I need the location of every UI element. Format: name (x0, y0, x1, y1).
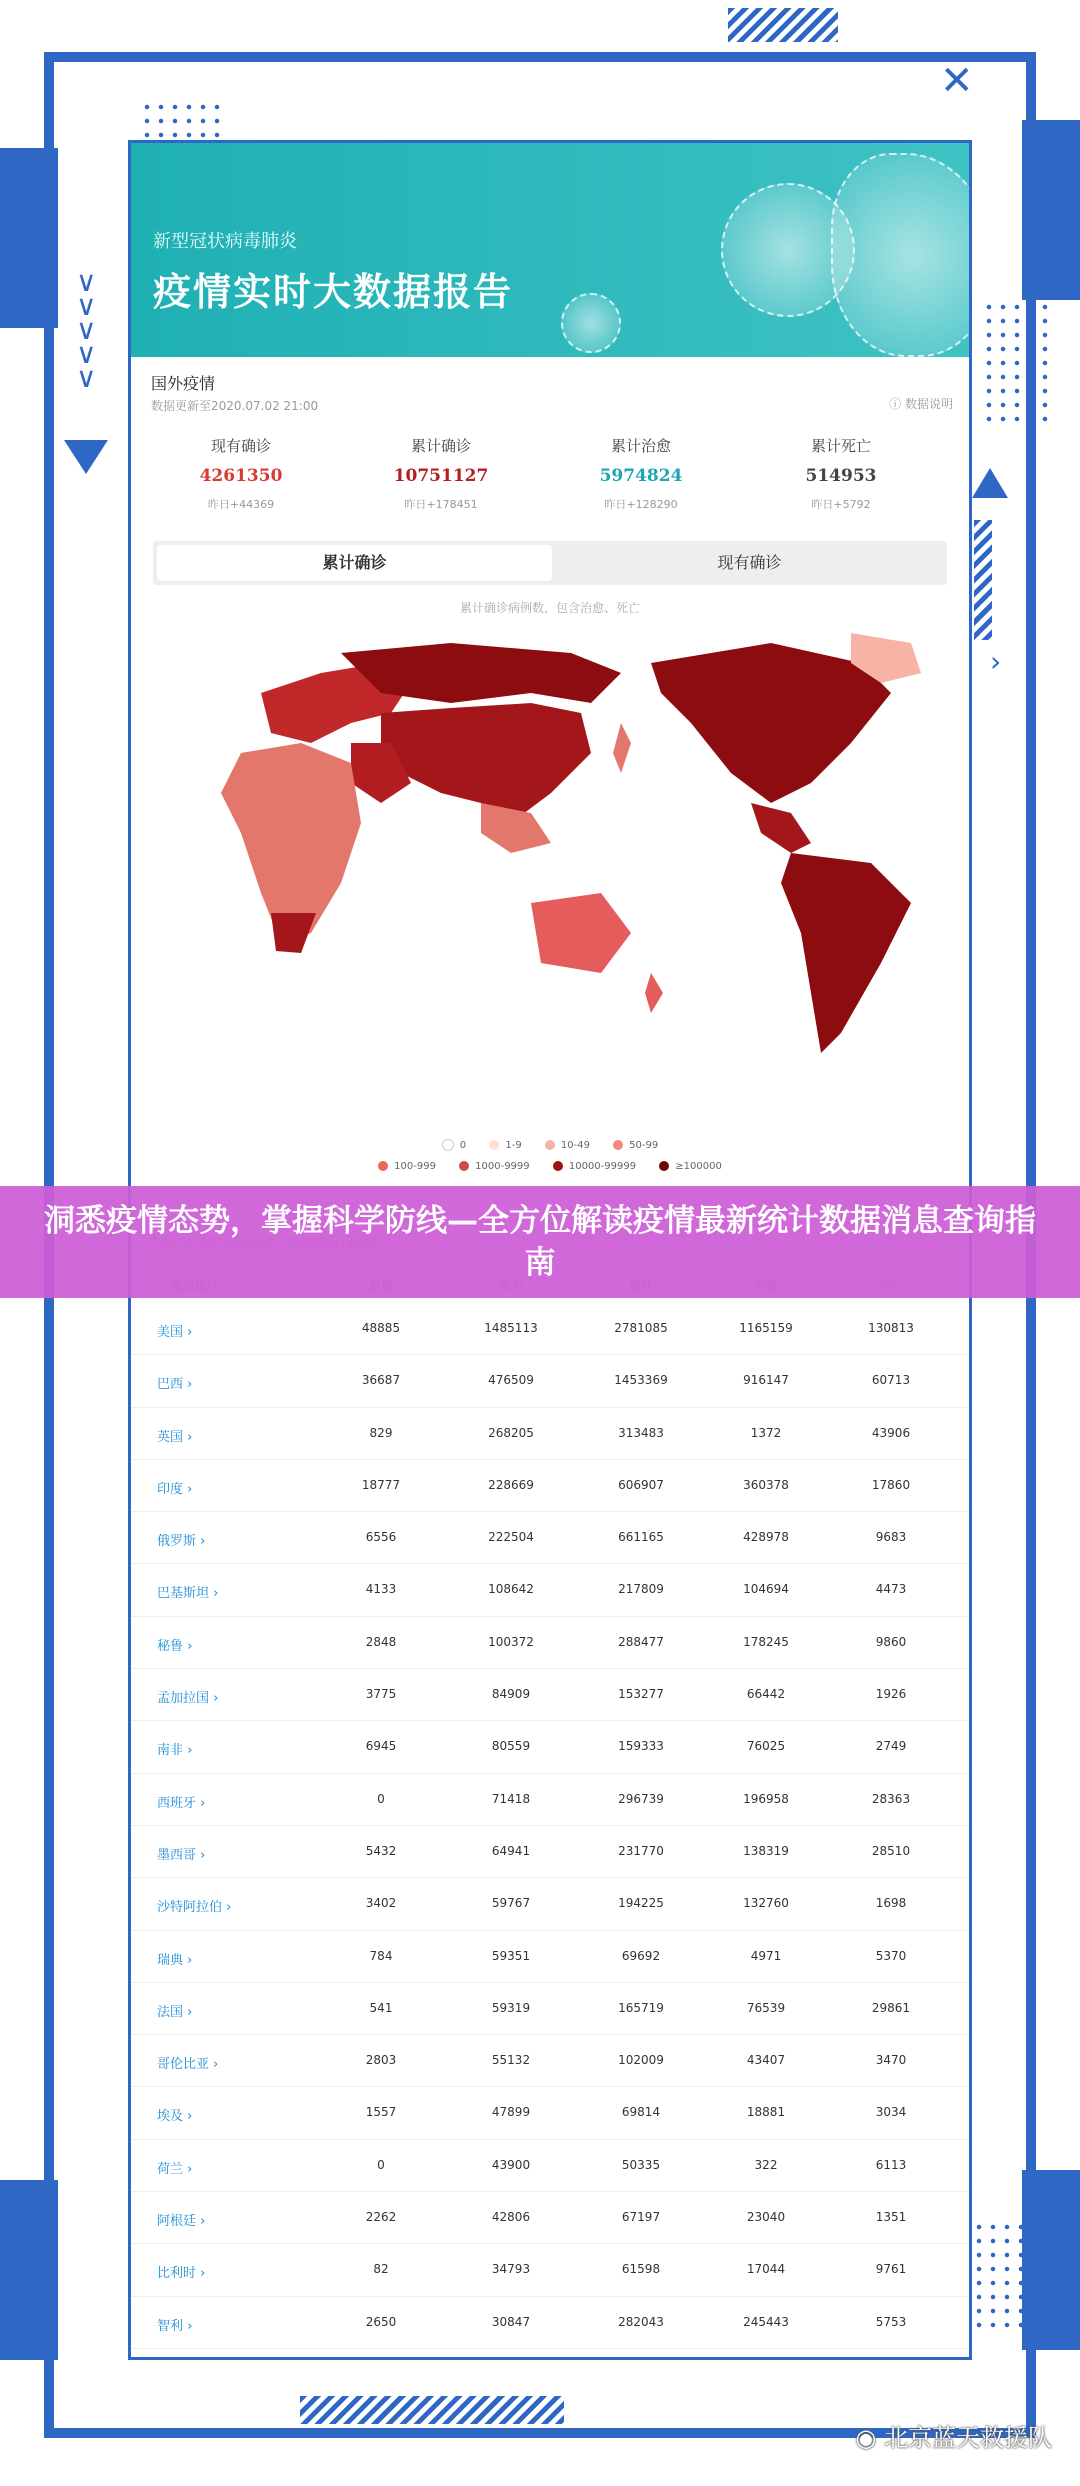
table-cell: 80559 (491, 1739, 531, 1754)
headline-text: 洞悉疫情态势，掌握科学防线—全方位解读疫情最新统计数据消息查询指南 (44, 1203, 1036, 1281)
legend-swatch (553, 1161, 563, 1171)
table-cell: 5753 (875, 2314, 907, 2329)
country-link[interactable]: 巴基斯坦 › (157, 1586, 219, 1602)
stat-value: 514953 (805, 466, 877, 486)
decor-chevrons-left: ∨ ∨ ∨ ∨ ∨ (76, 265, 97, 394)
table-cell: 43900 (491, 2157, 531, 2172)
table-cell: 916147 (743, 1373, 789, 1388)
table-cell: 6113 (875, 2157, 907, 2172)
legend-swatch (659, 1161, 669, 1171)
country-table (131, 1303, 969, 2349)
table-cell: 1557 (365, 2105, 397, 2120)
table-cell: 17044 (746, 2262, 786, 2277)
country-link[interactable]: 比利时 › (157, 2266, 206, 2282)
table-cell: 36687 (361, 1373, 401, 1388)
table-cell: 28510 (871, 1843, 911, 1858)
table-cell: 288477 (618, 1634, 664, 1649)
stat-current-confirmed (141, 435, 341, 512)
table-cell: 217809 (618, 1582, 664, 1597)
table-cell: 66442 (746, 1687, 786, 1702)
table-cell: 43906 (871, 1425, 911, 1440)
country-link[interactable]: 墨西哥 › (157, 1847, 206, 1863)
country-link[interactable]: 智利 › (157, 2318, 193, 2334)
country-link[interactable]: 法国 › (157, 2004, 193, 2020)
table-cell: 9860 (875, 1634, 907, 1649)
country-link[interactable]: 南非 › (157, 1743, 193, 1759)
stat-total-confirmed (341, 435, 541, 512)
table-cell: 18777 (361, 1477, 401, 1492)
stat-value: 4261350 (199, 466, 283, 486)
table-row[interactable] (131, 2192, 969, 2244)
table-cell: 84909 (491, 1687, 531, 1702)
table-row[interactable] (131, 1983, 969, 2035)
legend-label: 1-9 (505, 1140, 522, 1151)
table-row[interactable] (131, 1564, 969, 1616)
table-row[interactable] (131, 1303, 969, 1355)
legend-item (553, 1161, 636, 1172)
table-cell: 9761 (875, 2262, 907, 2277)
summary-panel (131, 361, 969, 509)
table-cell: 9683 (875, 1530, 907, 1545)
country-link[interactable]: 英国 › (157, 1429, 193, 1445)
stat-delta: 昨日+5792 (811, 498, 871, 511)
table-cell: 82 (373, 2262, 389, 2277)
table-row[interactable] (131, 1355, 969, 1407)
decor-dots-right (982, 300, 1052, 430)
legend-label: 100-999 (394, 1161, 436, 1172)
table-cell: 322 (754, 2157, 778, 2172)
report-banner (131, 143, 969, 357)
table-cell: 43407 (746, 2053, 786, 2068)
table-cell: 138319 (743, 1843, 789, 1858)
country-link[interactable]: 埃及 › (157, 2109, 193, 2125)
table-cell: 2848 (365, 1634, 397, 1649)
country-link[interactable]: 瑞典 › (157, 1952, 193, 1968)
table-cell: 2803 (365, 2053, 397, 2068)
table-cell: 59319 (491, 2000, 531, 2015)
table-cell: 132760 (743, 1896, 789, 1911)
country-link[interactable]: 阿根廷 › (157, 2214, 206, 2230)
table-cell: 17860 (871, 1477, 911, 1492)
country-link[interactable]: 沙特阿拉伯 › (157, 1900, 232, 1916)
table-cell: 829 (369, 1425, 393, 1440)
table-cell: 0 (377, 1791, 385, 1806)
map-legend (131, 1139, 969, 1182)
table-cell: 3470 (875, 2053, 907, 2068)
country-link[interactable]: 俄罗斯 › (157, 1534, 206, 1550)
table-row[interactable] (131, 2140, 969, 2192)
tab-total-confirmed[interactable]: 累计确诊 (157, 545, 552, 581)
table-cell: 104694 (743, 1582, 789, 1597)
decor-chevron-right: › (990, 645, 1002, 678)
legend-swatch (442, 1139, 454, 1151)
watermark (855, 2418, 1052, 2453)
table-cell: 2262 (365, 2210, 397, 2225)
stat-label: 累计死亡 (810, 437, 871, 455)
decor-stripes-top (728, 8, 838, 42)
table-cell: 64941 (491, 1843, 531, 1858)
stat-total-deaths (741, 435, 941, 512)
table-row[interactable] (131, 1408, 969, 1460)
map-caption: 累计确诊病例数，包含治愈、死亡 (459, 601, 640, 615)
tab-current-confirmed[interactable]: 现有确诊 (717, 553, 782, 572)
table-cell: 296739 (618, 1791, 664, 1806)
legend-item (545, 1140, 590, 1151)
map-region-japan (613, 723, 631, 773)
legend-item (489, 1140, 521, 1151)
section-title: 国外疫情 (151, 374, 216, 393)
decor-dots-bottom-right (972, 2220, 1032, 2330)
stat-value: 5974824 (599, 466, 683, 486)
table-cell: 2749 (875, 1739, 907, 1754)
decor-stripes-right (974, 520, 992, 640)
legend-item (442, 1139, 466, 1151)
table-cell: 268205 (488, 1425, 534, 1440)
table-row[interactable] (131, 2244, 969, 2296)
legend-label: 10000-99999 (568, 1161, 637, 1172)
close-x-icon[interactable]: ✕ (940, 58, 974, 104)
table-row[interactable] (131, 1878, 969, 1930)
table-cell: 153277 (618, 1687, 664, 1702)
world-map[interactable] (151, 633, 949, 1063)
country-link[interactable]: 荷兰 › (157, 2161, 193, 2177)
table-cell: 47899 (491, 2105, 531, 2120)
table-cell: 55132 (491, 2053, 531, 2068)
table-cell: 245443 (743, 2314, 789, 2329)
table-row[interactable] (131, 1931, 969, 1983)
stat-delta: 昨日+128290 (604, 498, 678, 511)
decor-triangle-left (64, 440, 108, 474)
legend-swatch (545, 1140, 555, 1150)
table-cell: 1372 (750, 1425, 782, 1440)
stat-total-recovered (541, 435, 741, 512)
map-tabs (153, 541, 947, 585)
table-row[interactable] (131, 2035, 969, 2087)
table-cell: 71418 (491, 1791, 531, 1806)
table-cell: 1351 (875, 2210, 907, 2225)
table-cell: 102009 (618, 2053, 664, 2068)
table-cell: 76539 (746, 2000, 786, 2015)
map-region-new-zealand (645, 973, 663, 1013)
table-row[interactable] (131, 1721, 969, 1773)
table-cell: 6556 (365, 1530, 397, 1545)
table-cell: 1485113 (484, 1321, 538, 1335)
table-cell: 1926 (875, 1687, 907, 1702)
table-row[interactable] (131, 1460, 969, 1512)
table-cell: 5370 (875, 1948, 907, 1963)
table-cell: 42806 (491, 2210, 531, 2225)
table-cell: 5432 (365, 1843, 397, 1858)
table-cell: 3402 (365, 1896, 397, 1911)
table-row[interactable] (131, 1617, 969, 1669)
table-row[interactable] (131, 2087, 969, 2139)
table-cell: 67197 (621, 2210, 661, 2225)
stat-label: 累计治愈 (610, 437, 671, 455)
table-row[interactable] (131, 1512, 969, 1564)
decor-block-left-bottom (0, 2180, 58, 2360)
stat-delta: 昨日+44369 (207, 498, 275, 511)
headline-overlay (0, 1186, 1080, 1298)
table-cell: 4473 (875, 1582, 907, 1597)
virus-illustration-small (561, 293, 621, 353)
country-link[interactable]: 秘鲁 › (157, 1638, 193, 1654)
map-region-north-america (651, 643, 891, 803)
legend-label: 50-99 (629, 1140, 659, 1151)
map-region-southeast-asia (481, 803, 551, 853)
table-cell: 1698 (875, 1896, 907, 1911)
country-link[interactable]: 美国 › (157, 1325, 193, 1340)
table-cell: 60713 (871, 1373, 911, 1388)
table-cell: 313483 (618, 1425, 664, 1440)
table-cell: 231770 (618, 1843, 664, 1858)
table-cell: 476509 (488, 1373, 534, 1388)
map-region-south-america (781, 853, 911, 1053)
banner-subtitle: 新型冠状病毒肺炎 (153, 231, 297, 252)
table-cell: 360378 (743, 1477, 789, 1492)
wechat-icon: ◉ (855, 2424, 884, 2452)
table-cell: 165719 (618, 2000, 664, 2015)
country-link[interactable]: 印度 › (157, 1481, 193, 1497)
table-row[interactable] (131, 1669, 969, 1721)
table-cell: 69692 (621, 1948, 661, 1963)
table-cell: 4133 (365, 1582, 397, 1597)
lung-illustration (831, 153, 969, 357)
legend-item (378, 1161, 436, 1172)
legend-swatch (459, 1161, 469, 1171)
table-cell: 2650 (365, 2314, 397, 2329)
legend-swatch (489, 1140, 499, 1150)
table-cell: 3034 (875, 2105, 907, 2120)
stat-value: 10751127 (393, 466, 489, 486)
legend-item (459, 1161, 530, 1172)
table-cell: 661165 (618, 1530, 664, 1545)
table-cell: 130813 (868, 1321, 914, 1335)
banner-title: 疫情实时大数据报告 (153, 270, 514, 314)
country-link[interactable]: 哥伦比亚 › (157, 2057, 219, 2073)
stat-label: 累计确诊 (410, 437, 471, 455)
table-cell: 0 (377, 2157, 385, 2172)
table-cell: 6945 (365, 1739, 397, 1754)
table-row[interactable] (131, 1774, 969, 1826)
update-time: 数据更新至2020.07.02 21:00 (151, 399, 319, 413)
table-cell: 76025 (746, 1739, 786, 1754)
data-help-link[interactable]: ⓘ 数据说明 (889, 397, 953, 411)
country-link[interactable]: 西班牙 › (157, 1795, 206, 1811)
table-cell: 159333 (618, 1739, 664, 1754)
legend-swatch (613, 1140, 623, 1150)
table-cell: 28363 (871, 1791, 911, 1806)
table-cell: 23040 (746, 2210, 786, 2225)
country-link[interactable]: 孟加拉国 › (157, 1691, 219, 1707)
table-cell: 196958 (743, 1791, 789, 1806)
table-cell: 48885 (361, 1321, 401, 1335)
legend-swatch (378, 1161, 388, 1171)
legend-item (613, 1140, 658, 1151)
legend-label: 0 (459, 1140, 467, 1151)
table-cell: 784 (369, 1948, 393, 1963)
table-cell: 50335 (621, 2157, 661, 2172)
table-cell: 4971 (750, 1948, 782, 1963)
decor-block-left (0, 148, 58, 328)
table-cell: 100372 (488, 1634, 534, 1649)
table-cell: 282043 (618, 2314, 664, 2329)
table-row[interactable] (131, 1826, 969, 1878)
legend-label: 1000-9999 (475, 1161, 530, 1172)
stat-delta: 昨日+178451 (404, 498, 478, 511)
table-cell: 18881 (746, 2105, 786, 2120)
table-cell: 194225 (618, 1896, 664, 1911)
decor-block-right (1022, 120, 1080, 300)
table-cell: 1165159 (739, 1321, 793, 1335)
table-cell: 59351 (491, 1948, 531, 1963)
table-cell: 222504 (488, 1530, 534, 1545)
table-cell: 69814 (621, 2105, 661, 2120)
table-cell: 541 (369, 2000, 393, 2015)
map-region-australia (531, 893, 631, 973)
table-cell: 108642 (488, 1582, 534, 1597)
table-cell: 34793 (491, 2262, 531, 2277)
stat-label: 现有确诊 (210, 437, 271, 455)
table-cell: 30847 (491, 2314, 531, 2329)
table-cell: 1453369 (614, 1373, 668, 1388)
legend-label: ≥100000 (675, 1161, 722, 1172)
table-cell: 178245 (743, 1634, 789, 1649)
table-cell: 228669 (488, 1477, 534, 1492)
watermark-text: 北京蓝天救援队 (884, 2424, 1052, 2452)
table-cell: 59767 (491, 1896, 531, 1911)
table-cell: 61598 (621, 2262, 661, 2277)
decor-stripes-bottom (300, 2396, 564, 2424)
table-cell: 606907 (618, 1477, 664, 1492)
table-row[interactable] (131, 2297, 969, 2349)
table-cell: 2781085 (614, 1321, 668, 1335)
table-cell: 3775 (365, 1687, 397, 1702)
legend-item (659, 1161, 722, 1172)
legend-row (131, 1139, 969, 1151)
legend-row (131, 1161, 969, 1172)
country-link[interactable]: 巴西 › (157, 1377, 193, 1393)
map-region-central-america (751, 803, 811, 853)
table-cell: 428978 (743, 1530, 789, 1545)
decor-triangle-right (972, 468, 1008, 498)
legend-label: 10-49 (560, 1140, 590, 1151)
table-cell: 29861 (871, 2000, 911, 2015)
